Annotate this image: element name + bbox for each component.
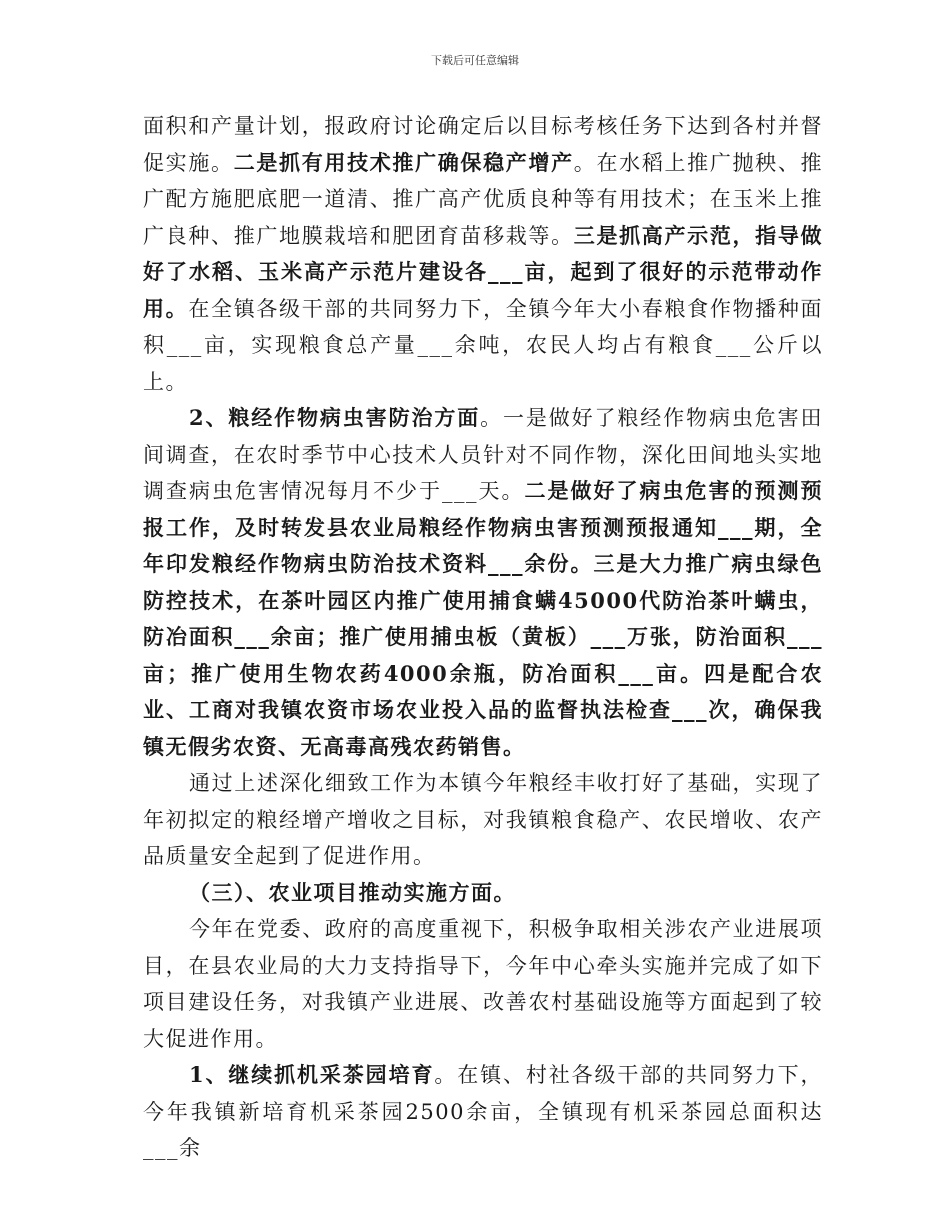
text-segment-bold: 1、继续抓机采茶园培育: [189, 1062, 435, 1087]
text-segment: 面积和产量计划，报政府讨论确定后以目标考核任务下达到各村并督促实施。: [143, 114, 823, 175]
paragraph-summary: [143, 765, 823, 875]
paragraph-tea-garden: [143, 1057, 823, 1167]
text-segment-bold: 。三是大力推广病虫绿色防控技术，在茶叶园区内推广使用捕食螨45000代防治茶叶螨虫，防冶面积___余亩；推广使用捕虫板（黄板）___万张，防治面积___亩；推广使用生物农药4000余瓶，防冶面积___亩。四是配合农业、工商对我镇农资市场农业投入品的监督执法检查___次，确保我镇无假劣农资、无高毒高残农药销售。: [143, 551, 823, 759]
paragraph-projects-intro: [143, 911, 823, 1057]
text-segment-bold: （三）、农业项目推动实施方面。: [189, 879, 516, 905]
document-body: [143, 108, 823, 1167]
text-segment: 。在镇、村社各级干部的共同努力下，今年我镇新培育机采茶园2500余亩，全镇现有机采茶园总面积达___余: [143, 1063, 823, 1160]
text-segment: 。在水稻上推广抛秧、推广配方施肥底肥一道清、推广高产优质良种等有用技术；在玉米上推广良种、推广地膜栽培和肥团育苗移栽等。: [143, 150, 824, 248]
text-segment-bold: 三是抓高产示范，指导做好了水稻、玉米高产示范片建设各___亩，起到了很好的示范带动作用。: [143, 222, 824, 321]
text-segment: 今年在党委、政府的高度重视下，积极争取相关涉农产业进展项目，在县农业局的大力支持指导下，今年中心牵头实施并完成了如下项目建设任务，对我镇产业进展、改善农村基础设施等方面起到了较大促进作用。: [143, 917, 823, 1051]
text-segment-bold: 二是做好了病虫危害的预测预报工作，及时转发县农业局粮经作物病虫害预测预报通知___期，全年印发粮经作物病虫防治技术资料___余份: [143, 478, 823, 576]
paragraph-pest-control: [143, 400, 823, 765]
text-segment-bold: 二是抓有用技术推广确保稳产增产: [233, 149, 574, 175]
section-heading-projects: [143, 875, 823, 912]
page-header: 下载后可任意编辑: [431, 54, 519, 67]
paragraph-grain-plan: [143, 108, 823, 400]
text-segment-bold: 2、粮经作物病虫害防治方面: [189, 405, 481, 430]
text-segment: 在全镇各级干部的共同努力下，全镇今年大小春粮食作物播种面积___亩，实现粮食总产量___余吨，农民人均占有粮食___公斤以上。: [143, 296, 824, 394]
text-segment: 。一是做好了粮经作物病虫危害田间调查，在农时季节中心技术人员针对不同作物，深化田间地头实地调查病虫危害情况每月不少于___天。: [143, 406, 823, 503]
text-segment: 通过上述深化细致工作为本镇今年粮经丰收打好了基础，实现了年初拟定的粮经增产增收之目标，对我镇粮食稳产、农民增收、农产品质量安全起到了促进作用。: [143, 771, 823, 868]
